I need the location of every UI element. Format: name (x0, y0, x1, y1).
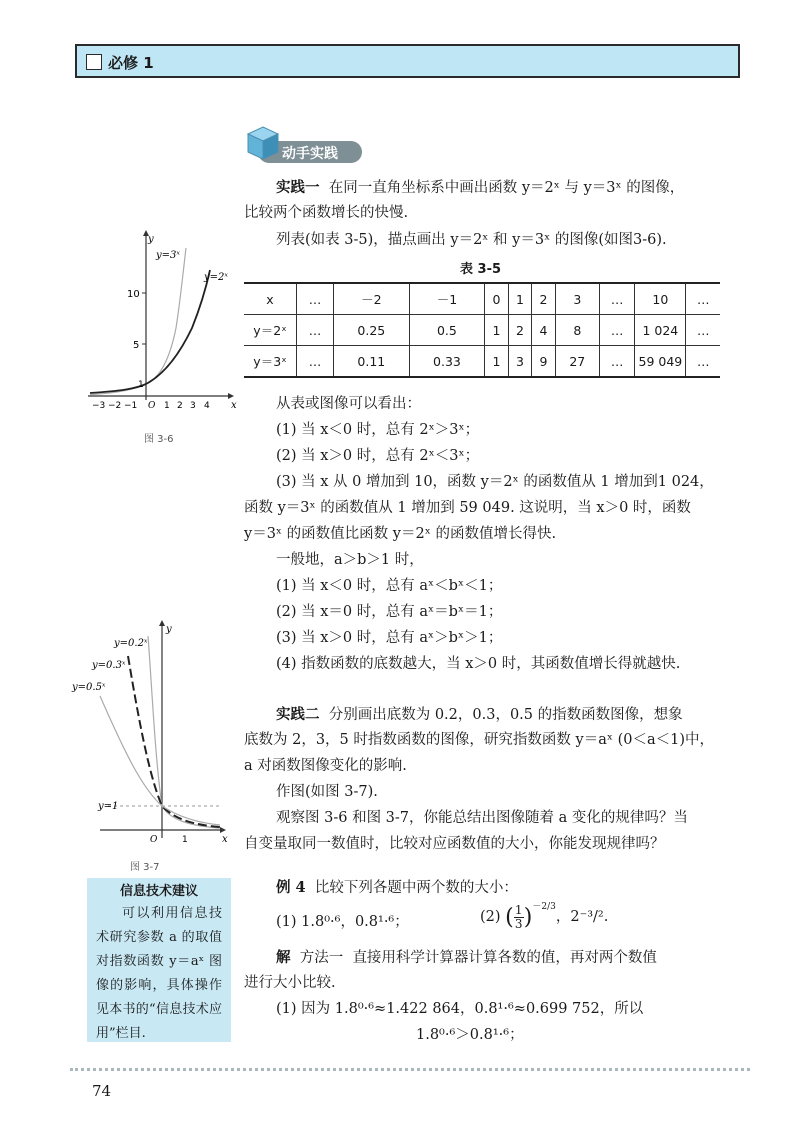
frac-num: 1 (514, 903, 523, 917)
table-cell: 59 049 (635, 346, 686, 378)
obs-line: (2) 当 x＞0 时，总有 2ˣ＜3ˣ； (276, 448, 480, 464)
practice2-line: a 对函数图像变化的影响. (244, 758, 407, 774)
table-cell: … (686, 315, 720, 346)
practice2-text: 分别画出底数为 0.2，0.3，0.5 的指数函数图像，想象 (328, 707, 683, 723)
right-paren: ) (523, 904, 533, 930)
info-body: 可以利用信息技术研究参数 a 的取值对指数函数 y＝aˣ 图像的影响，具体操作见本书的“信息技术应用”栏目. (96, 906, 222, 1041)
table-cell: 2 (532, 283, 555, 315)
obs-line: 函数 y＝3ˣ 的函数值从 1 增加到 59 049. 这说明，当 x＞0 时，函数 (244, 500, 691, 516)
table-row (244, 346, 720, 378)
table-cell: 2 (508, 315, 531, 346)
table-cell: －2 (334, 283, 410, 315)
solution-line1 (276, 945, 657, 971)
header-square-icon (86, 54, 102, 70)
label-03x: y=0.3ˣ (92, 660, 126, 671)
badge-text: 动手实践 (282, 146, 338, 162)
table-cell: 3 (508, 346, 531, 378)
table-cell: … (297, 283, 334, 315)
example4-text: 比较下列各题中两个数的大小： (314, 880, 518, 896)
label-3x: y=3ˣ (156, 250, 180, 261)
data-table (244, 282, 720, 378)
curve-3x (90, 248, 186, 395)
example4-label: 例 4 (276, 879, 306, 896)
table-row (244, 283, 720, 315)
table-cell: 1 (485, 346, 508, 378)
table-row (244, 315, 720, 346)
page-number: 74 (92, 1082, 112, 1100)
label-05x: y=0.5ˣ (72, 682, 106, 693)
item2-rest: ，2⁻³/². (555, 909, 609, 925)
solution-line2: 进行大小比较. (244, 975, 336, 991)
table-cell: 0 (485, 283, 508, 315)
table-cell: 1 024 (635, 315, 686, 346)
origin-label: O (150, 835, 158, 845)
x-tick-label: 2 (177, 401, 183, 411)
label-2x: y=2ˣ (204, 272, 228, 283)
practice2-label: 实践二 (276, 706, 320, 723)
obs-line: (3) 当 x 从 0 增加到 10，函数 y＝2ˣ 的函数值从 1 增加到1 024， (276, 474, 714, 490)
practice2-line: 观察图 3-6 和图 3-7，你能总结出图像随着 a 变化的规律吗？当 (276, 810, 688, 826)
table-cell: 1 (508, 283, 531, 315)
example4-item1: (1) 1.8⁰·⁶，0.8¹·⁶； (276, 914, 409, 930)
table-title: 表 3-5 (460, 262, 502, 277)
table-cell: 0.11 (334, 346, 410, 378)
practice1-line1 (276, 175, 684, 201)
table-cell: 0.33 (409, 346, 485, 378)
fraction (514, 904, 524, 931)
example4-line (276, 875, 518, 901)
label-y1: y=1 (98, 801, 119, 812)
practice1-text1: 在同一直角坐标系中画出函数 y＝2ˣ 与 y＝3ˣ 的图像， (328, 180, 685, 196)
table-cell: … (686, 346, 720, 378)
figure-3-7-caption: 图 3-7 (130, 862, 160, 873)
table-cell: … (599, 283, 634, 315)
practice1-label: 实践一 (276, 179, 320, 196)
table-cell: 8 (555, 315, 599, 346)
figure-3-6 (80, 228, 240, 418)
table-cell: … (297, 315, 334, 346)
practice2-line: 自变量取同一数值时，比较对应函数值的大小，你能发现规律吗？ (244, 836, 665, 852)
label-02x: y=0.2ˣ (114, 638, 148, 649)
y-tick-label: 10 (127, 289, 140, 300)
figure-3-6-caption: 图 3-6 (144, 434, 174, 445)
x-axis-label: x (231, 400, 237, 411)
table-cell: y＝2ˣ (244, 315, 297, 346)
cube-icon (246, 125, 280, 161)
footer-divider (70, 1068, 750, 1071)
x-tick-label: 1 (182, 835, 188, 845)
x-axis-arrow-icon (220, 827, 226, 833)
solution-text1: 直接用科学计算器计算各数的值，再对两个数值 (352, 950, 657, 966)
left-paren: ( (505, 904, 514, 930)
obs-line: (1) 当 x＜0 时，总有 2ˣ＞3ˣ； (276, 422, 480, 438)
table-cell: 3 (555, 283, 599, 315)
practice1-line2: 比较两个函数增长的快慢. (244, 205, 409, 221)
y-tick-label: 5 (133, 340, 140, 351)
obs-line: (3) 当 x＞0 时，总有 aˣ＞bˣ＞1； (276, 630, 503, 646)
item2-prefix: (2) (480, 909, 501, 925)
table-cell: －1 (409, 283, 485, 315)
header-title: 必修 1 (108, 54, 154, 72)
table-cell: 1 (485, 315, 508, 346)
table-cell: 0.25 (334, 315, 410, 346)
table-cell: … (599, 315, 634, 346)
x-tick-label: 1 (164, 401, 170, 411)
table-cell: y＝3ˣ (244, 346, 297, 378)
section-badge (246, 125, 364, 165)
x-axis-label: x (222, 834, 228, 845)
origin-label: O (148, 401, 156, 411)
practice2-line: 作图(如图 3-7). (276, 784, 378, 800)
solution-line3: (1) 因为 1.8⁰·⁶≈1.422 864，0.8¹·⁶≈0.699 752，所以 (276, 1001, 644, 1017)
y-axis-arrow-icon (159, 620, 165, 626)
table-cell: … (686, 283, 720, 315)
header-bar (75, 44, 740, 78)
y-axis-label: y (166, 624, 172, 635)
curve-2x (90, 270, 210, 393)
x-tick-label: −1 (124, 401, 138, 411)
table-cell: 4 (532, 315, 555, 346)
info-box (87, 878, 231, 1042)
item2-exponent: －2/3 (532, 902, 556, 912)
solution-line4: 1.8⁰·⁶＞0.8¹·⁶； (416, 1027, 524, 1043)
curve-03x (128, 656, 220, 827)
table-cell: … (297, 346, 334, 378)
solution-method: 方法一 (299, 950, 344, 966)
obs-line: y＝3ˣ 的函数值比函数 y＝2ˣ 的函数值增长得快. (244, 526, 557, 542)
table-cell: 10 (635, 283, 686, 315)
example4-item2 (480, 904, 608, 931)
x-tick-label: −3 (92, 401, 106, 411)
practice1-line3: 列表(如表 3-5)，描点画出 y＝2ˣ 和 y＝3ˣ 的图像(如图3-6). (276, 232, 667, 248)
x-tick-label: 3 (190, 401, 196, 411)
obs-line: 一般地，a＞b＞1 时， (276, 552, 424, 568)
table-cell: 27 (555, 346, 599, 378)
practice2-line1 (276, 702, 683, 728)
solution-label: 解 (276, 949, 291, 966)
obs-line: (1) 当 x＜0 时，总有 aˣ＜bˣ＜1； (276, 578, 503, 594)
practice2-line: 底数为 2，3，5 时指数函数的图像，研究指数函数 y＝aˣ (0＜a＜1)中， (244, 732, 715, 748)
table-cell: 0.5 (409, 315, 485, 346)
y-axis-label: y (148, 234, 154, 245)
table-cell: 9 (532, 346, 555, 378)
x-axis-arrow-icon (228, 393, 234, 399)
obs-line: (2) 当 x＝0 时，总有 aˣ＝bˣ＝1； (276, 604, 503, 620)
x-tick-label: −2 (108, 401, 122, 411)
table-cell: x (244, 283, 297, 315)
obs-line: 从表或图像可以看出： (276, 396, 421, 412)
obs-line: (4) 指数函数的底数越大，当 x＞0 时，其函数值增长得就越快. (276, 656, 681, 672)
figure-3-7 (70, 618, 240, 848)
x-tick-label: 4 (204, 401, 210, 411)
frac-den: 3 (514, 917, 523, 931)
info-title: 信息技术建议 (119, 884, 198, 899)
y-tick-label: 1 (138, 380, 144, 390)
table-cell: … (599, 346, 634, 378)
